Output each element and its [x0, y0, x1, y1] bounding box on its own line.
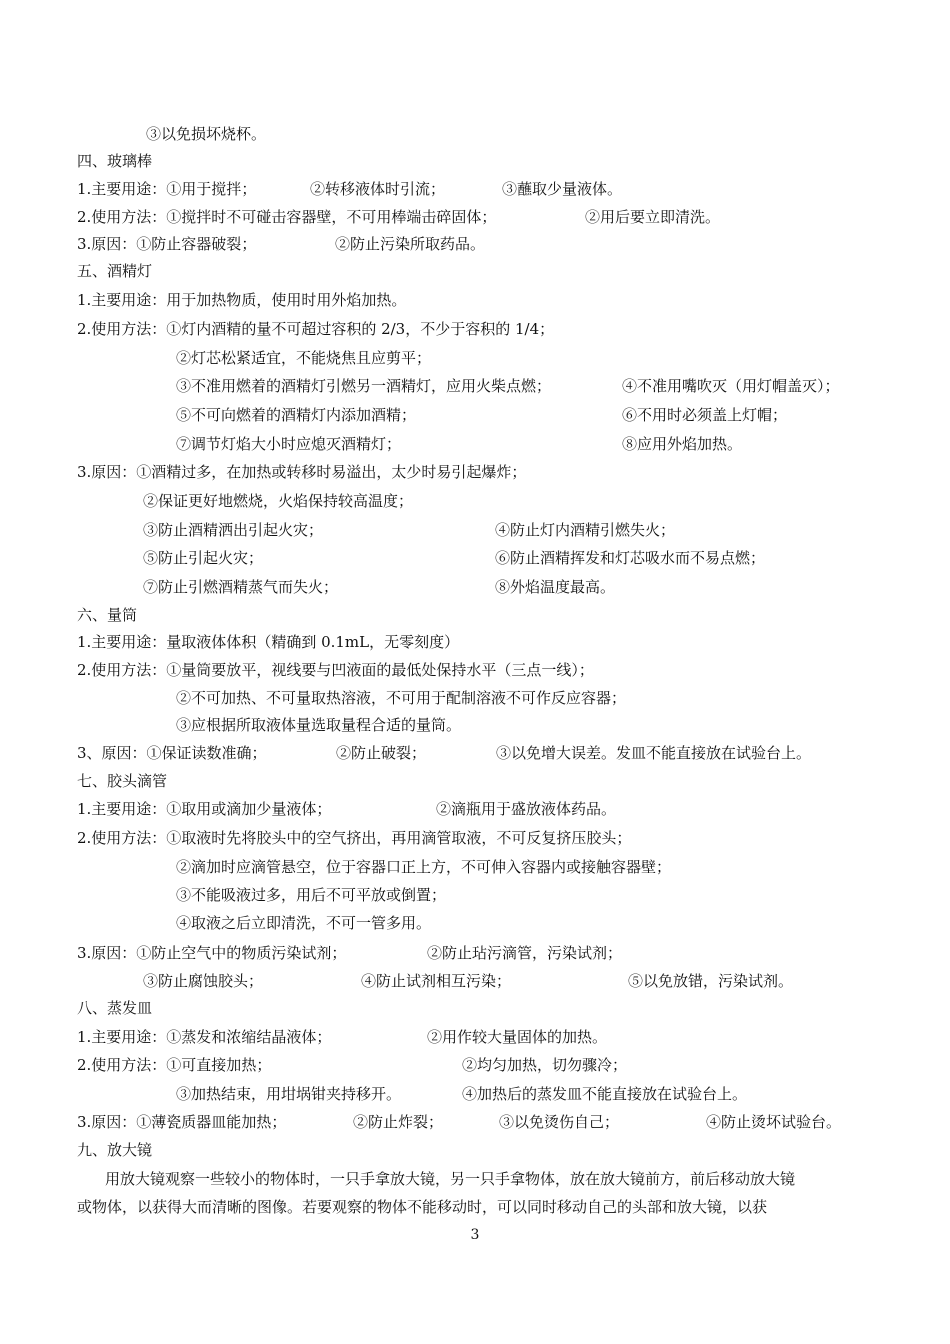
text-line: ②防止污染所取药品。 [335, 235, 486, 253]
text-line: ⑥不用时必须盖上灯帽； [622, 406, 788, 424]
text-line: ⑤不可向燃着的酒精灯内添加酒精； [176, 406, 417, 424]
text-line: ⑦防止引燃酒精蒸气而失火； [143, 578, 339, 596]
text-line: ③不准用燃着的酒精灯引燃另一酒精灯，应用火柴点燃； [176, 377, 552, 395]
text-line: ③不能吸液过多，用后不可平放或倒置； [176, 886, 447, 904]
text-line: ③加热结束，用坩埚钳夹持移开。 [176, 1085, 402, 1103]
text-line: 1.主要用途：①用于搅拌； [77, 180, 257, 198]
text-line: 1.主要用途：量取液体体积（精确到 0.1mL，无零刻度） [77, 633, 460, 651]
text-line: 1.主要用途：①蒸发和浓缩结晶液体； [77, 1028, 332, 1046]
text-line: ②转移液体时引流； [310, 180, 446, 198]
text-line: ③以免增大误差。发皿不能直接放在试验台上。 [496, 744, 812, 762]
text-line: ②不可加热、不可量取热溶液，不可用于配制溶液不可作反应容器； [176, 689, 627, 707]
text-line: ⑥防止酒精挥发和灯芯吸水而不易点燃； [495, 549, 766, 567]
text-line: ②防止炸裂； [353, 1113, 444, 1131]
text-line: 2.使用方法：①取液时先将胶头中的空气挤出，再用滴管取液，不可反复挤压胶头； [77, 829, 632, 847]
paragraph-line: 或物体，以获得大而清晰的图像。若要观察的物体不能移动时，可以同时移动自己的头部和放大镜，以获 [77, 1198, 768, 1216]
text-line: ④防止灯内酒精引燃失火； [495, 521, 676, 539]
text-line: ③防止腐蚀胶头； [143, 972, 264, 990]
section-heading: 七、胶头滴管 [77, 772, 168, 790]
text-line: ②滴瓶用于盛放液体药品。 [436, 800, 617, 818]
text-line: ③蘸取少量液体。 [502, 180, 623, 198]
text-line: ③应根据所取液体量选取量程合适的量筒。 [176, 716, 462, 734]
text-line: 3.原因：①防止空气中的物质污染试剂； [77, 944, 347, 962]
text-line: ④防止烫坏试验台。 [706, 1113, 842, 1131]
page-number: 3 [470, 1227, 480, 1243]
text-line: ③防止酒精洒出引起火灾； [143, 521, 324, 539]
text-line: 2.使用方法：①灯内酒精的量不可超过容积的 2/3，不少于容积的 1/4； [77, 320, 555, 338]
text-line: ②防止玷污滴管，污染试剂； [427, 944, 623, 962]
text-line: ④不准用嘴吹灭（用灯帽盖灭）； [622, 377, 840, 395]
text-line: 2.使用方法：①可直接加热； [77, 1056, 272, 1074]
text-line: ④防止试剂相互污染； [361, 972, 512, 990]
text-line: ②灯芯松紧适宜，不能烧焦且应剪平； [176, 349, 432, 367]
text-line: ④加热后的蒸发皿不能直接放在试验台上。 [462, 1085, 748, 1103]
text-line: 3.原因：①薄瓷质器皿能加热； [77, 1113, 287, 1131]
text-line: ⑦调节灯焰大小时应熄灭酒精灯； [176, 435, 402, 453]
text-line: 1.主要用途：①取用或滴加少量液体； [77, 800, 332, 818]
text-line: 3.原因：①防止容器破裂； [77, 235, 257, 253]
paragraph-line: 用放大镜观察一些较小的物体时，一只手拿放大镜，另一只手拿物体，放在放大镜前方，前后移动放大镜 [105, 1170, 796, 1188]
text-line: 2.使用方法：①量筒要放平，视线要与凹液面的最低处保持水平（三点一线）； [77, 661, 594, 679]
section-heading: 五、酒精灯 [77, 262, 153, 280]
text-line: ③以免损坏烧杯。 [146, 125, 267, 143]
text-line: ②用作较大量固体的加热。 [427, 1028, 608, 1046]
text-line: ②均匀加热，切勿骤冷； [462, 1056, 628, 1074]
text-line: ②滴加时应滴管悬空，位于容器口正上方，不可伸入容器内或接触容器壁； [176, 858, 672, 876]
text-line: ⑧外焰温度最高。 [495, 578, 616, 596]
text-line: ⑤以免放错，污染试剂。 [628, 972, 794, 990]
text-line: 3.原因：①酒精过多，在加热或转移时易溢出，太少时易引起爆炸； [77, 463, 527, 481]
section-heading: 九、放大镜 [77, 1141, 153, 1159]
text-line: ⑤防止引起火灾； [143, 549, 264, 567]
text-line: ②防止破裂； [336, 744, 427, 762]
text-line: ④取液之后立即清洗，不可一管多用。 [176, 914, 432, 932]
text-line: ⑧应用外焰加热。 [622, 435, 743, 453]
section-heading: 六、量筒 [77, 606, 138, 624]
text-line: 2.使用方法：①搅拌时不可碰击容器壁，不可用棒端击碎固体； [77, 208, 497, 226]
text-line: ③以免烫伤自己； [499, 1113, 620, 1131]
section-heading: 八、蒸发皿 [77, 999, 153, 1017]
text-line: 3、原因：①保证读数准确； [77, 744, 267, 762]
text-line: ②保证更好地燃烧，火焰保持较高温度； [143, 492, 414, 510]
section-heading: 四、玻璃棒 [77, 152, 153, 170]
text-line: 1.主要用途：用于加热物质，使用时用外焰加热。 [77, 291, 407, 309]
text-line: ②用后要立即清洗。 [585, 208, 721, 226]
